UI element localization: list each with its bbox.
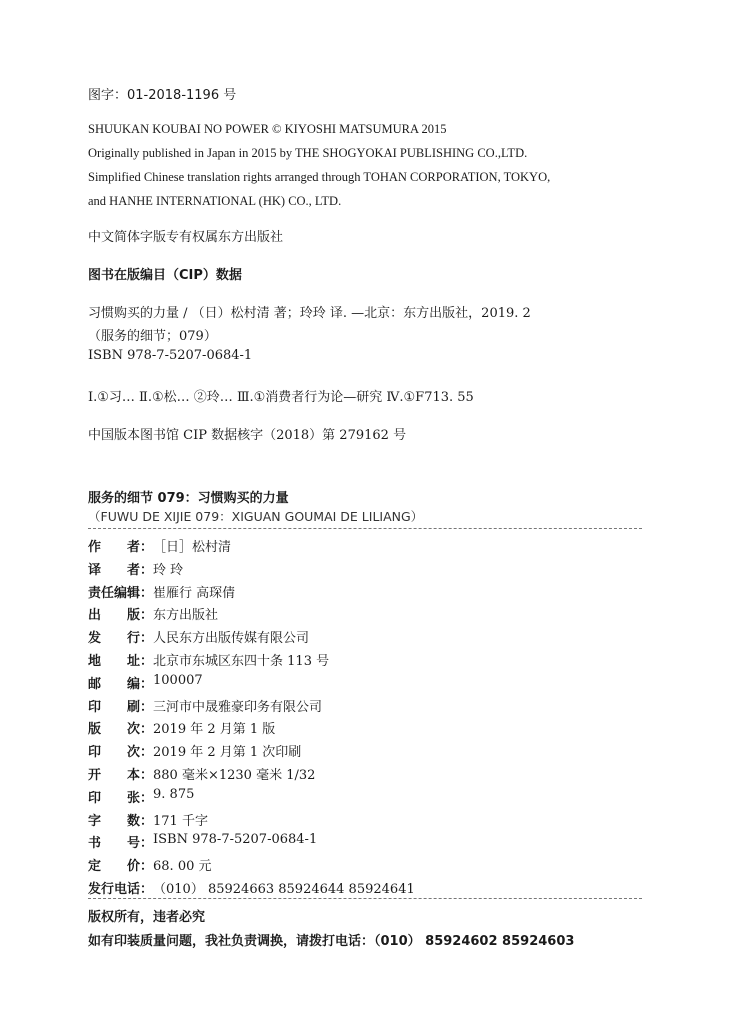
detail-label: 印刷 <box>88 699 140 715</box>
detail-row <box>88 832 317 851</box>
cip-classification: Ⅰ.①习… Ⅱ.①松… ②玲… Ⅲ.①消费者行为论—研究 Ⅳ.①F713. 55 <box>88 390 474 405</box>
detail-row <box>88 810 208 829</box>
detail-value: 2019 年 2 月第 1 次印刷 <box>153 745 302 761</box>
detail-row <box>88 559 183 578</box>
detail-row <box>88 604 218 623</box>
detail-colon: ： <box>140 562 154 578</box>
detail-colon: ： <box>140 813 154 829</box>
detail-row <box>88 718 275 737</box>
detail-colon: ： <box>140 676 154 692</box>
detail-value: 三河市中晟雅豪印务有限公司 <box>153 699 323 715</box>
cip-line: （服务的细节；079） <box>88 329 217 344</box>
divider <box>88 528 642 529</box>
detail-label: 开本 <box>88 768 140 783</box>
detail-label: 发行 <box>88 631 140 647</box>
detail-label: 印张 <box>88 790 140 806</box>
cip-record: 中国版本图书馆 CIP 数据核字（2018）第 279162 号 <box>88 428 407 443</box>
contact-notice: 如有印装质量问题，我社负责调换，请拨打电话：（010） 85924602 85924603 <box>88 934 575 949</box>
detail-value: ISBN 978-7-5207-0684-1 <box>153 832 318 848</box>
detail-label: 印次 <box>88 745 140 761</box>
divider <box>88 898 642 899</box>
detail-colon: ： <box>140 699 154 715</box>
detail-row <box>88 627 309 646</box>
detail-row <box>88 582 235 601</box>
detail-value: 9. 875 <box>153 786 195 802</box>
detail-colon: ： <box>140 722 154 738</box>
detail-label: 字数 <box>88 813 140 829</box>
detail-row <box>88 764 315 783</box>
detail-label: 定价 <box>88 859 140 875</box>
detail-row <box>88 673 203 692</box>
detail-value: （010） 85924663 85924644 85924641 <box>153 882 415 897</box>
detail-label: 版次 <box>88 722 140 738</box>
detail-colon: ： <box>140 768 154 783</box>
detail-value: 2019 年 2 月第 1 版 <box>153 722 276 738</box>
detail-row <box>88 741 301 760</box>
detail-row <box>88 696 322 715</box>
detail-value: 人民东方出版传媒有限公司 <box>153 631 310 647</box>
copyright-line: and HANHE INTERNATIONAL (HK) CO., LTD. <box>88 194 342 208</box>
rights-notice: 版权所有，违者必究 <box>88 910 206 925</box>
copyright-line: Simplified Chinese translation rights arranged through TOHAN CORPORATION, TOKYO, <box>88 170 551 184</box>
detail-value: 崔雁行 高琛倩 <box>153 585 236 601</box>
copyright-line: SHUUKAN KOUBAI NO POWER © KIYOSHI MATSUMURA 2015 <box>88 122 447 136</box>
detail-label: 译者 <box>88 562 140 578</box>
detail-row <box>88 855 212 874</box>
detail-colon: ： <box>140 540 154 555</box>
detail-colon: ： <box>140 859 154 875</box>
detail-colon: ： <box>140 836 154 852</box>
detail-value: 171 千字 <box>153 813 208 829</box>
detail-value: 东方出版社 <box>153 608 219 624</box>
detail-value: ［日］松村清 <box>153 540 232 555</box>
detail-row <box>88 650 329 669</box>
detail-colon: ： <box>140 882 154 897</box>
detail-row <box>88 878 415 897</box>
exclusive-rights: 中文简体字版专有权属东方出版社 <box>88 230 284 245</box>
detail-value: 880 毫米×1230 毫米 1/32 <box>153 768 316 783</box>
detail-label: 作者 <box>88 540 140 555</box>
copyright-line: Originally published in Japan in 2015 by THE SHOGYOKAI PUBLISHING CO.,LTD. <box>88 146 528 160</box>
detail-label: 责任编辑 <box>88 585 141 601</box>
detail-colon: ： <box>140 585 154 601</box>
detail-value: 玲 玲 <box>153 562 184 578</box>
detail-colon: ： <box>140 745 154 761</box>
book-title: 服务的细节 079：习惯购买的力量 <box>88 491 289 506</box>
detail-label: 邮编 <box>88 676 140 692</box>
detail-row <box>88 536 231 555</box>
cip-line: 习惯购买的力量 / （日）松村清 著；玲玲 译. —北京：东方出版社，2019. 2 <box>88 306 531 321</box>
detail-colon: ： <box>140 608 154 624</box>
detail-label: 出版 <box>88 608 140 624</box>
detail-label: 书号 <box>88 836 140 852</box>
detail-value: 100007 <box>153 672 203 688</box>
detail-colon: ： <box>140 790 154 806</box>
detail-label: 地址 <box>88 654 140 669</box>
cip-heading: 图书在版编目（CIP）数据 <box>88 268 242 283</box>
detail-colon: ： <box>140 654 154 669</box>
permit-number: 图字：01-2018-1196 号 <box>88 88 237 103</box>
cip-line: ISBN 978-7-5207-0684-1 <box>88 348 253 363</box>
detail-value: 北京市东城区东四十条 113 号 <box>153 654 330 669</box>
detail-row <box>88 787 194 806</box>
detail-colon: ： <box>140 631 154 647</box>
book-title-pinyin: （FUWU DE XIJIE 079：XIGUAN GOUMAI DE LILIANG） <box>88 509 424 524</box>
detail-value: 68. 00 元 <box>153 859 212 875</box>
detail-label: 发行电话 <box>88 882 141 897</box>
